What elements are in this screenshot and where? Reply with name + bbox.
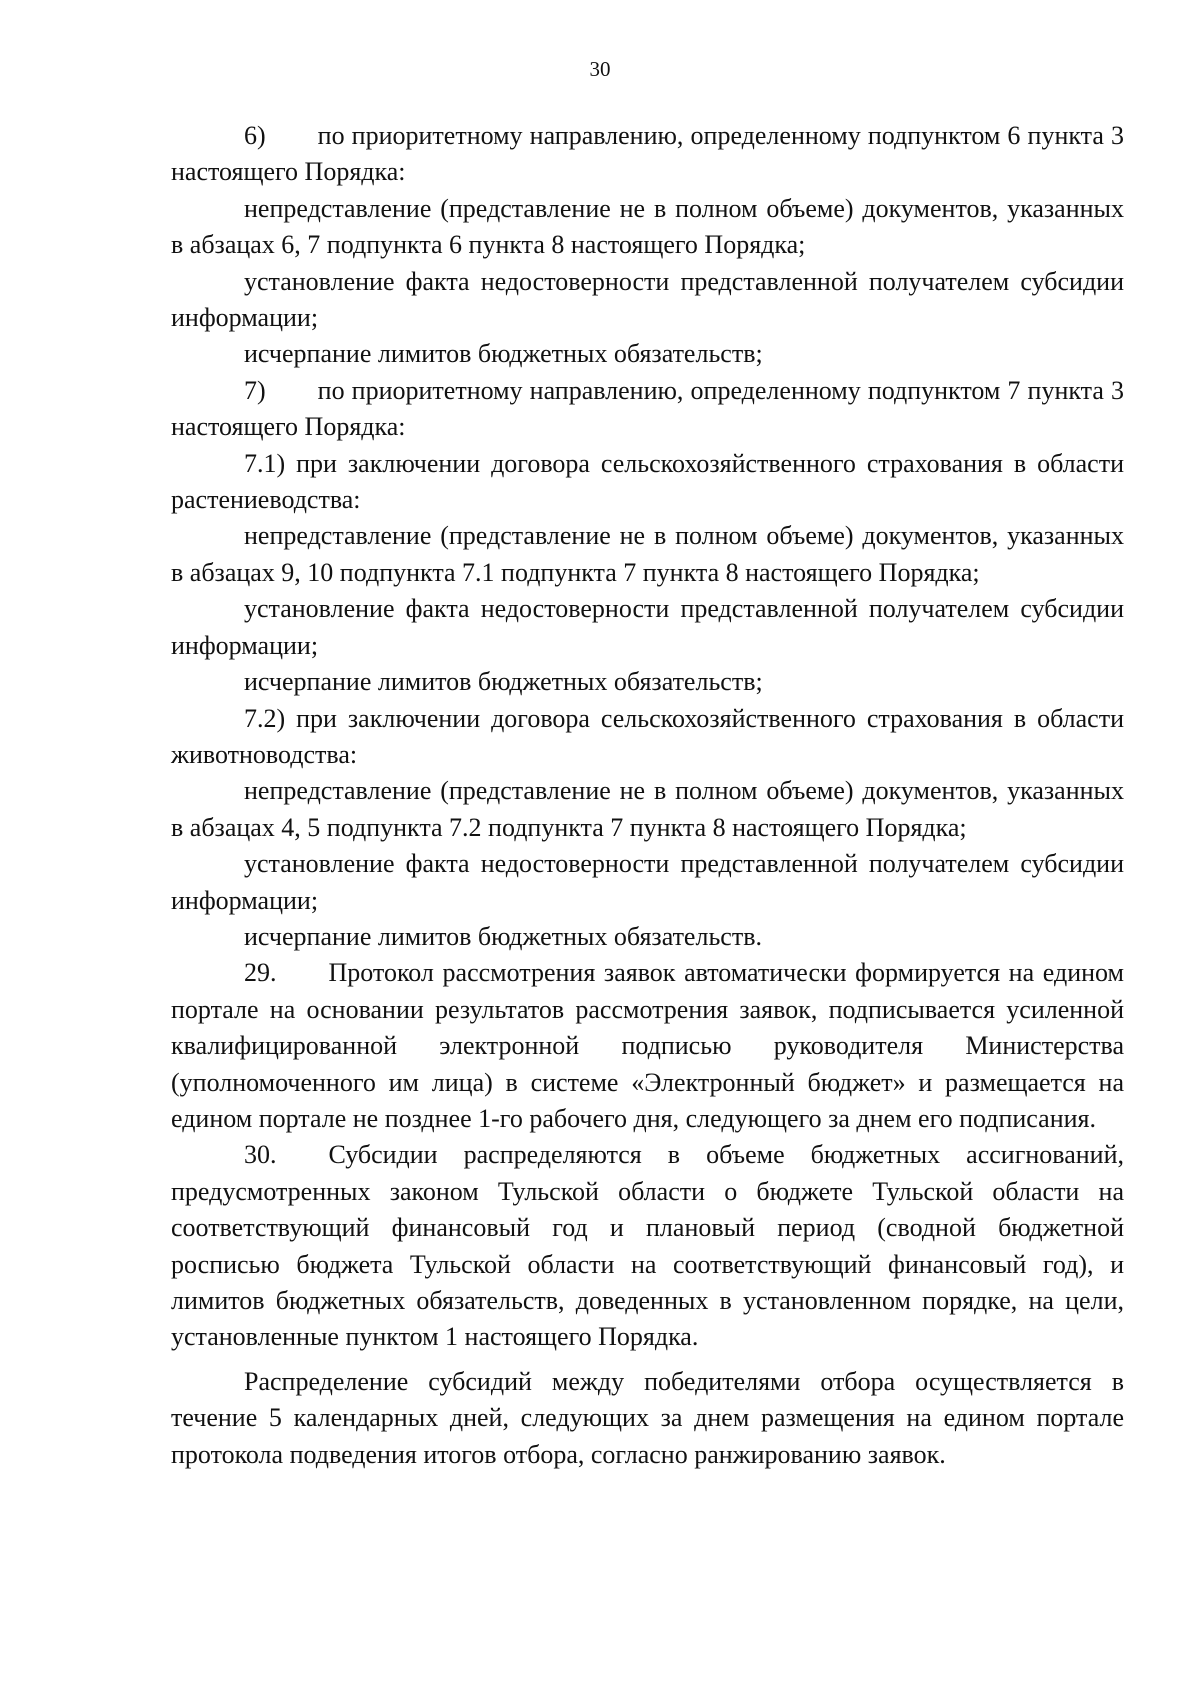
paragraph-item-7: 7) по приоритетному направлению, определенному подпунктом 7 пункта 3 настоящего Порядка:	[171, 375, 1124, 442]
paragraph-item-7-1: 7.1) при заключении договора сельскохозяйственного страхования в области растениеводства:	[171, 448, 1124, 515]
page-number: 30	[589, 57, 611, 81]
paragraph-item-7-2: 7.2) при заключении договора сельскохозяйственного страхования в области животноводства:	[171, 703, 1124, 769]
paragraph-limits-6: исчерпание лимитов бюджетных обязательств;	[244, 339, 763, 369]
document-body	[171, 118, 1124, 1473]
paragraph-section-29: 29. Протокол рассмотрения заявок автоматически формируется на едином портале на основании результатов рассмотрения заявок, подписывается усиленной квалифицированной электронной подписью руководителя Министерства (уполномоченного им лица) в системе «Электронный бюджет» и размещается на едином портале не позднее 1-го рабочего дня, следующего за днем его подписания.	[171, 958, 1124, 1133]
paragraph-limits-7-2: исчерпание лимитов бюджетных обязательств.	[244, 921, 762, 951]
paragraph-inaccuracy-6: установление факта недостоверности представленной получателем субсидии информации;	[171, 266, 1124, 333]
paragraph-item-6: 6) по приоритетному направлению, определенному подпунктом 6 пункта 3 настоящего Порядка:	[171, 121, 1124, 187]
paragraph-distribution: Распределение субсидий между победителями отбора осуществляется в течение 5 календарных дней, следующих за днем размещения на едином портале протокола подведения итогов отбора, согласно ранжированию заявок.	[171, 1366, 1124, 1469]
paragraph-inaccuracy-7-2: установление факта недостоверности представленной получателем субсидии информации;	[171, 849, 1124, 915]
paragraph-nonsubmission-7-2: непредставление (представление не в полном объеме) документов, указанных в абзацах 4, 5 подпункта 7.2 подпункта 7 пункта 8 настоящего Порядка;	[171, 776, 1124, 842]
paragraph-nonsubmission-7-1: непредставление (представление не в полном объеме) документов, указанных в абзацах 9, 10 подпункта 7.1 подпункта 7 пункта 8 настоящего Порядка;	[171, 521, 1124, 587]
paragraph-limits-7-1: исчерпание лимитов бюджетных обязательств;	[244, 667, 763, 697]
paragraph-nonsubmission-6: непредставление (представление не в полном объеме) документов, указанных в абзацах 6, 7 подпункта 6 пункта 8 настоящего Порядка;	[171, 193, 1124, 260]
paragraph-inaccuracy-7-1: установление факта недостоверности представленной получателем субсидии информации;	[171, 594, 1124, 660]
paragraph-section-30: 30. Субсидии распределяются в объеме бюджетных ассигнований, предусмотренных законом Тульской области о бюджете Тульской области на соответствующий финансовый год и плановый период (сводной бюджетной росписью бюджета Тульской области на соответствующий финансовый год), и лимитов бюджетных обязательств, доведенных в установленном порядке, на цели, установленные пунктом 1 настоящего Порядка.	[171, 1140, 1124, 1352]
